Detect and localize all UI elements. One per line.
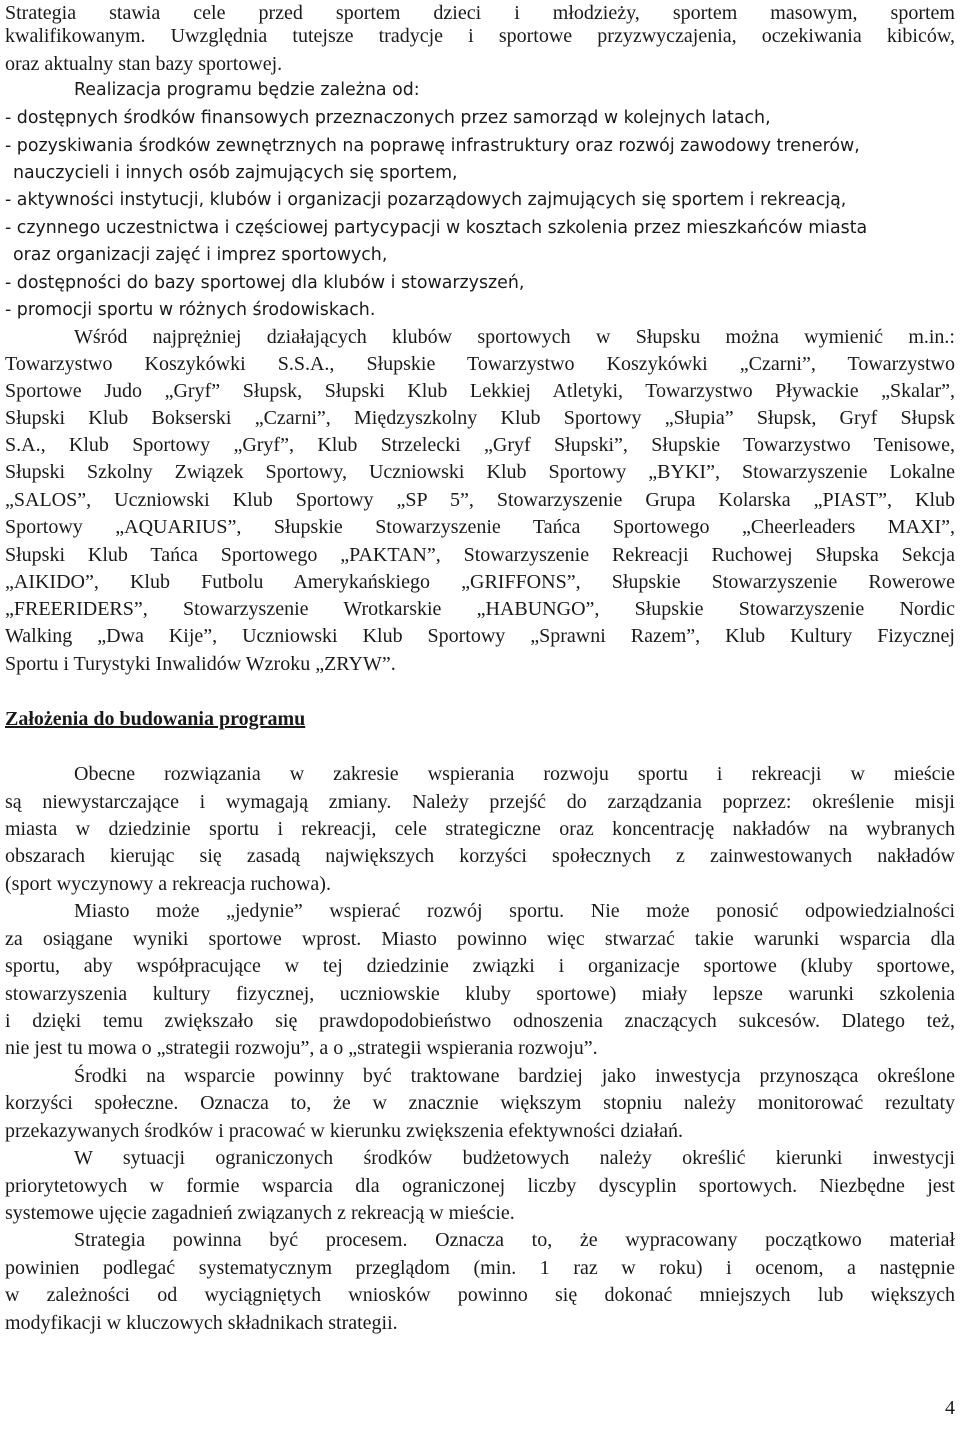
intro-line: kwalifikowanym. Uwzględnia tutejsze tradycje i sportowe przyzwyczajenia, oczekiwania kibiców, [5, 25, 955, 47]
clubs-line: Słupski Szkolny Związek Sportowy, Uczniowski Klub Sportowy „BYKI”, Stowarzyszenie Lokalne [5, 461, 955, 483]
condition-item: - aktywności instytucji, klubów i organizacji pozarządowych zajmujących się sportem i rekreacją, [5, 190, 847, 210]
clubs-line: Wśród najprężniej działających klubów sportowych w Słupsku można wymienić m.in.: [74, 326, 955, 348]
assumptions-line: W sytuacji ograniczonych środków budżetowych należy określić kierunki inwestycji [74, 1147, 955, 1169]
clubs-line: Słupski Klub Bokserski „Czarni”, Międzyszkolny Klub Sportowy „Słupia” Słupsk, Gryf Słupsk [5, 407, 955, 429]
clubs-line: „SALOS”, Uczniowski Klub Sportowy „SP 5”, Stowarzyszenie Grupa Kolarska „PIAST”, Klub [5, 489, 955, 511]
assumptions-line: Obecne rozwiązania w zakresie wspierania rozwoju sportu i rekreacji w mieście [74, 763, 955, 785]
condition-item: - czynnego uczestnictwa i częściowej partycypacji w kosztach szkolenia przez mieszkańców miasta [5, 218, 868, 238]
clubs-line: Sportu i Turystyki Inwalidów Wzroku „ZRYW”. [5, 653, 396, 675]
conditions-intro: Realizacja programu będzie zależna od: [74, 80, 420, 100]
clubs-line: Towarzystwo Koszykówki S.S.A., Słupskie Towarzystwo Koszykówki „Czarni”, Towarzystwo [5, 353, 955, 375]
assumptions-line: modyfikacji w kluczowych składnikach strategii. [5, 1312, 398, 1334]
assumptions-line: Miasto może „jedynie” wspierać rozwój sportu. Nie może ponosić odpowiedzialności [74, 900, 955, 922]
assumptions-line: sportu, aby współpracujące w tej dziedzinie związki i organizacje sportowe (kluby sportowe, [5, 955, 955, 977]
intro-line: Strategia stawia cele przed sportem dzieci i młodzieży, sportem masowym, sportem [5, 2, 955, 24]
assumptions-line: w zależności od wyciągniętych wniosków powinno się dokonać mniejszych lub większych [5, 1284, 955, 1306]
condition-item-continued: oraz organizacji zajęć i imprez sportowych, [13, 245, 388, 265]
assumptions-line: obszarach kierując się zasadą największych korzyści społecznych z zainwestowanych nakładów [5, 845, 955, 867]
condition-item: - dostępnych środków finansowych przeznaczonych przez samorząd w kolejnych latach, [5, 108, 771, 128]
condition-item: - pozyskiwania środków zewnętrznych na poprawę infrastruktury oraz rozwój zawodowy trenerów, [5, 136, 860, 156]
assumptions-line: i dzięki temu zwiększało się prawdopodobieństwo odnoszenia znaczących sukcesów. Dlatego też, [5, 1010, 955, 1032]
clubs-line: Słupski Klub Tańca Sportowego „PAKTAN”, Stowarzyszenie Rekreacji Ruchowej Słupska Sekcja [5, 544, 955, 566]
page-number: 4 [945, 1397, 955, 1419]
assumptions-line: za osiągane wyniki sportowe wprost. Miasto powinno więc stwarzać takie warunki wsparcia dla [5, 928, 955, 950]
clubs-line: „FREERIDERS”, Stowarzyszenie Wrotkarskie „HABUNGO”, Słupskie Stowarzyszenie Nordic [5, 598, 955, 620]
clubs-line: S.A., Klub Sportowy „Gryf”, Klub Strzelecki „Gryf Słupski”, Słupskie Towarzystwo Tenisowe, [5, 434, 955, 456]
clubs-line: Walking „Dwa Kije”, Uczniowski Klub Sportowy „Sprawni Razem”, Klub Kultury Fizycznej [5, 625, 955, 647]
assumptions-line: przekazywanych środków i pracować w kierunku zwiększenia efektywności działań. [5, 1120, 684, 1142]
condition-item-continued: nauczycieli i innych osób zajmujących się sportem, [13, 163, 458, 183]
assumptions-line: są niewystarczające i wymagają zmiany. Należy przejść do zarządzania poprzez: określenie misji [5, 791, 955, 813]
assumptions-line: Strategia powinna być procesem. Oznacza to, że wypracowany początkowo materiał [74, 1229, 955, 1251]
assumptions-line: powinien podlegać systematycznym przeglądom (min. 1 raz w roku) i ocenom, a następnie [5, 1257, 955, 1279]
assumptions-line: stowarzyszenia kultury fizycznej, uczniowskie kluby sportowe) miały lepsze warunki szkolenia [5, 983, 955, 1005]
assumptions-line: Środki na wsparcie powinny być traktowane bardziej jako inwestycja przynosząca określone [74, 1065, 955, 1087]
clubs-line: Sportowy „AQUARIUS”, Słupskie Stowarzyszenie Tańca Sportowego „Cheerleaders MAXI”, [5, 516, 955, 538]
assumptions-line: priorytetowych w formie wsparcia dla ograniczonej liczby dyscyplin sportowych. Niezbędne jest [5, 1175, 955, 1197]
assumptions-line: (sport wyczynowy a rekreacja ruchowa). [5, 873, 331, 895]
clubs-line: „AIKIDO”, Klub Futbolu Amerykańskiego „GRIFFONS”, Słupskie Stowarzyszenie Rowerowe [5, 571, 955, 593]
section-heading: Założenia do budowania programu [5, 708, 306, 730]
condition-item: - dostępności do bazy sportowej dla klubów i stowarzyszeń, [5, 273, 525, 293]
condition-item: - promocji sportu w różnych środowiskach. [5, 300, 376, 320]
assumptions-line: miasta w dziedzinie sportu i rekreacji, cele strategiczne oraz koncentrację nakładów na wybranych [5, 818, 955, 840]
clubs-line: Sportowe Judo „Gryf” Słupsk, Słupski Klub Lekkiej Atletyki, Towarzystwo Pływackie „Skalar”, [5, 380, 955, 402]
assumptions-line: nie jest tu mowa o „strategii rozwoju”, a o „strategii wspierania rozwoju”. [5, 1037, 598, 1059]
intro-line: oraz aktualny stan bazy sportowej. [5, 53, 283, 75]
assumptions-line: systemowe ujęcie zagadnień związanych z rekreacją w mieście. [5, 1202, 515, 1224]
assumptions-line: korzyści społeczne. Oznacza to, że w znacznie większym stopniu należy monitorować rezultaty [5, 1092, 955, 1114]
